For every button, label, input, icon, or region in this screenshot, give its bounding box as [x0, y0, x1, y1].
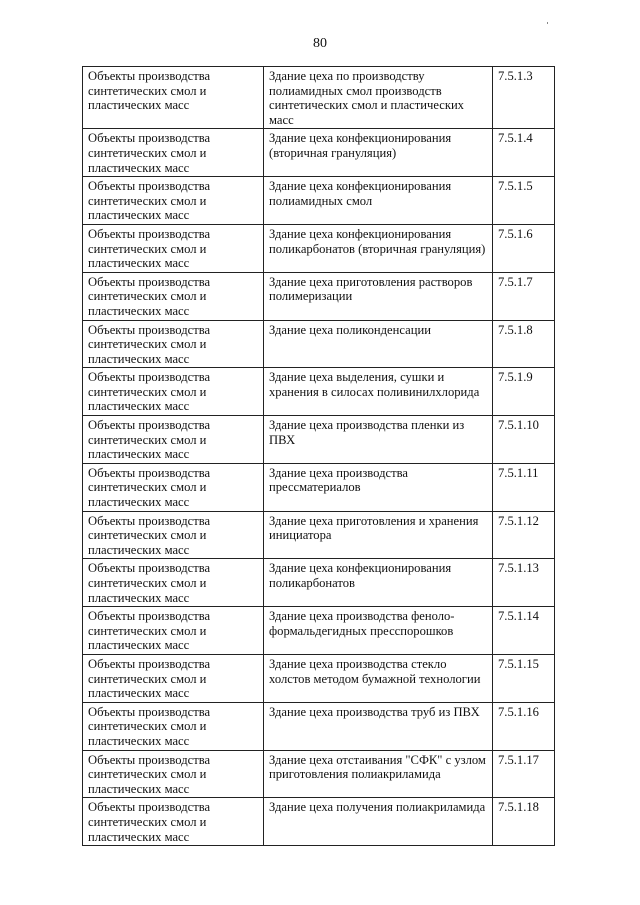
object-type-cell: Объекты производства синтетических смол и пластических масс	[83, 511, 264, 559]
building-cell: Здание цеха приготовления растворов полимеризации	[264, 272, 493, 320]
object-type-cell: Объекты производства синтетических смол и пластических масс	[83, 177, 264, 225]
code-cell: 7.5.1.4	[493, 129, 555, 177]
object-type-cell: Объекты производства синтетических смол и пластических масс	[83, 272, 264, 320]
building-cell: Здание цеха отстаивания "СФК" с узлом приготовления полиакриламида	[264, 750, 493, 798]
object-type-cell: Объекты производства синтетических смол и пластических масс	[83, 463, 264, 511]
facilities-table	[82, 66, 555, 846]
building-cell: Здание цеха поликонденсации	[264, 320, 493, 368]
building-cell: Здание цеха конфекционирования поликарбонатов	[264, 559, 493, 607]
building-cell: Здание цеха конфекционирования поликарбонатов (вторичная грануляция)	[264, 224, 493, 272]
code-cell: 7.5.1.14	[493, 607, 555, 655]
table-row	[83, 463, 555, 511]
code-cell: 7.5.1.9	[493, 368, 555, 416]
code-cell: 7.5.1.17	[493, 750, 555, 798]
code-cell: 7.5.1.10	[493, 416, 555, 464]
code-cell: 7.5.1.11	[493, 463, 555, 511]
object-type-cell: Объекты производства синтетических смол и пластических масс	[83, 368, 264, 416]
code-cell: 7.5.1.7	[493, 272, 555, 320]
table-row	[83, 702, 555, 750]
table-row	[83, 320, 555, 368]
table-row	[83, 559, 555, 607]
object-type-cell: Объекты производства синтетических смол и пластических масс	[83, 129, 264, 177]
table-row	[83, 368, 555, 416]
building-cell: Здание цеха по производству полиамидных смол производств синтетических смол и пластических масс	[264, 67, 493, 129]
building-cell: Здание цеха производства труб из ПВХ	[264, 702, 493, 750]
code-cell: 7.5.1.8	[493, 320, 555, 368]
building-cell: Здание цеха производства прессматериалов	[264, 463, 493, 511]
object-type-cell: Объекты производства синтетических смол и пластических масс	[83, 798, 264, 846]
object-type-cell: Объекты производства синтетических смол и пластических масс	[83, 750, 264, 798]
object-type-cell: Объекты производства синтетических смол и пластических масс	[83, 702, 264, 750]
object-type-cell: Объекты производства синтетических смол и пластических масс	[83, 654, 264, 702]
building-cell: Здание цеха производства феноло-формальдегидных пресспорошков	[264, 607, 493, 655]
code-cell: 7.5.1.6	[493, 224, 555, 272]
table-row	[83, 224, 555, 272]
code-cell: 7.5.1.5	[493, 177, 555, 225]
table-row	[83, 511, 555, 559]
building-cell: Здание цеха выделения, сушки и хранения в силосах поливинилхлорида	[264, 368, 493, 416]
object-type-cell: Объекты производства синтетических смол и пластических масс	[83, 224, 264, 272]
code-cell: 7.5.1.15	[493, 654, 555, 702]
table-row	[83, 177, 555, 225]
building-cell: Здание цеха получения полиакриламида	[264, 798, 493, 846]
building-cell: Здание цеха производства стекло холстов методом бумажной технологии	[264, 654, 493, 702]
code-cell: 7.5.1.18	[493, 798, 555, 846]
building-cell: Здание цеха конфекционирования (вторичная грануляция)	[264, 129, 493, 177]
table-row	[83, 750, 555, 798]
object-type-cell: Объекты производства синтетических смол и пластических масс	[83, 320, 264, 368]
code-cell: 7.5.1.13	[493, 559, 555, 607]
code-cell: 7.5.1.12	[493, 511, 555, 559]
code-cell: 7.5.1.3	[493, 67, 555, 129]
table-row	[83, 129, 555, 177]
object-type-cell: Объекты производства синтетических смол и пластических масс	[83, 559, 264, 607]
table-row	[83, 654, 555, 702]
building-cell: Здание цеха производства пленки из ПВХ	[264, 416, 493, 464]
object-type-cell: Объекты производства синтетических смол и пластических масс	[83, 67, 264, 129]
table-row	[83, 798, 555, 846]
table-row	[83, 272, 555, 320]
page-number: 80	[313, 36, 327, 51]
table-body	[83, 67, 555, 846]
object-type-cell: Объекты производства синтетических смол и пластических масс	[83, 607, 264, 655]
object-type-cell: Объекты производства синтетических смол и пластических масс	[83, 416, 264, 464]
table-row	[83, 67, 555, 129]
table-row	[83, 607, 555, 655]
building-cell: Здание цеха конфекционирования полиамидных смол	[264, 177, 493, 225]
building-cell: Здание цеха приготовления и хранения инициатора	[264, 511, 493, 559]
scan-speck	[547, 22, 548, 24]
table-row	[83, 416, 555, 464]
code-cell: 7.5.1.16	[493, 702, 555, 750]
